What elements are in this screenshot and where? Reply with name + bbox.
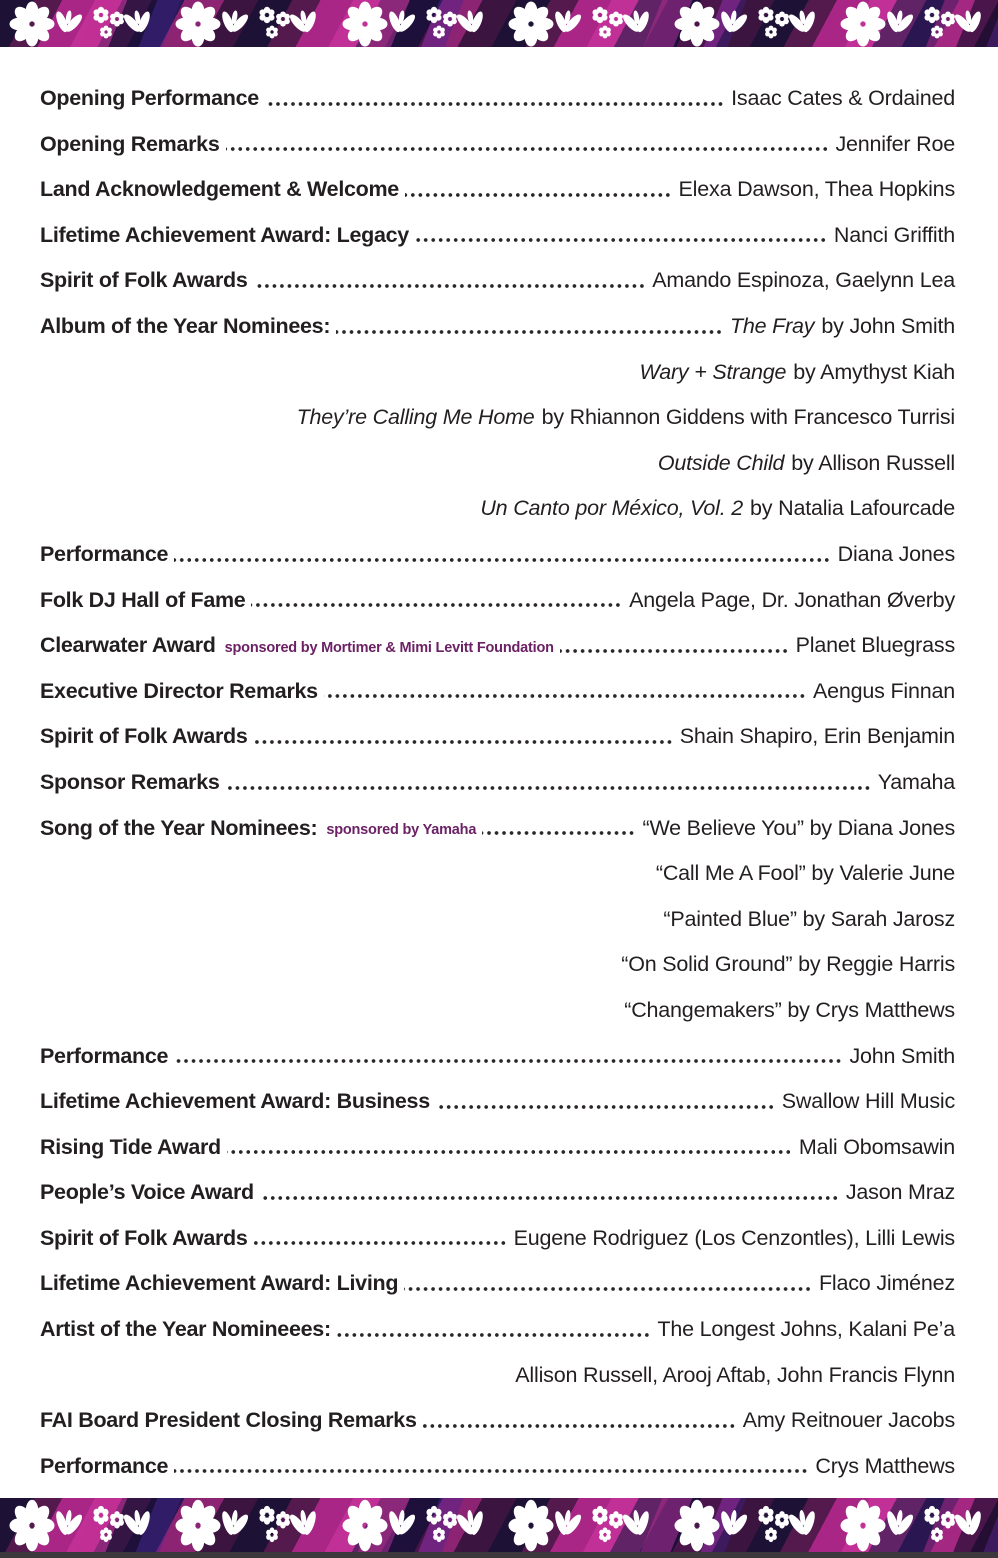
recipient bbox=[640, 361, 956, 384]
program-row bbox=[40, 930, 955, 976]
dotted-leader bbox=[226, 147, 829, 151]
recipient bbox=[642, 817, 955, 840]
recipient-name: Crys Matthews bbox=[815, 1453, 955, 1478]
recipient-name: Allison Russell, Arooj Aftab, John Francis Flynn bbox=[515, 1362, 955, 1387]
recipient-name: by Rhiannon Giddens with Francesco Turrisi bbox=[541, 405, 955, 430]
program-row bbox=[40, 976, 955, 1022]
event-label: Executive Director Remarks bbox=[40, 678, 318, 703]
program-row bbox=[40, 246, 955, 292]
recipient-name: Shain Shapiro, Erin Benjamin bbox=[679, 724, 955, 749]
event-label: Opening Remarks bbox=[40, 131, 220, 156]
program-row bbox=[40, 839, 955, 885]
program-list bbox=[0, 47, 998, 1498]
dotted-leader bbox=[174, 1469, 808, 1473]
program-row bbox=[40, 201, 955, 247]
recipient bbox=[658, 452, 955, 475]
sponsor-credit: sponsored by Yamaha bbox=[326, 821, 477, 838]
recipient-name: “Painted Blue” by Sarah Jarosz bbox=[663, 906, 955, 931]
recipient-name: Aengus Finnan bbox=[812, 678, 955, 703]
program-row bbox=[40, 566, 955, 612]
dotted-leader bbox=[174, 1059, 842, 1063]
dotted-leader bbox=[482, 831, 635, 835]
recipient-name: Amando Espinoza, Gaelynn Lea bbox=[652, 268, 955, 293]
work-title-italic: Un Canto por México, Vol. 2 bbox=[480, 496, 744, 521]
recipient-name: “Call Me A Fool” by Valerie June bbox=[655, 861, 955, 886]
recipient bbox=[679, 178, 955, 201]
dotted-leader bbox=[337, 1333, 651, 1337]
dotted-leader bbox=[254, 1241, 507, 1245]
dotted-leader bbox=[254, 740, 673, 744]
event-label: Performance bbox=[40, 541, 169, 566]
program-row bbox=[40, 1067, 955, 1113]
dotted-leader bbox=[436, 1105, 775, 1109]
program-row bbox=[40, 338, 955, 384]
event-label: Rising Tide Award bbox=[40, 1134, 221, 1159]
event-label: Land Acknowledgement & Welcome bbox=[40, 177, 399, 202]
recipient bbox=[878, 771, 955, 794]
dotted-leader bbox=[227, 1150, 792, 1154]
bottom-edge-strip bbox=[0, 1552, 998, 1558]
program-row bbox=[40, 520, 955, 566]
event-label: Performance bbox=[40, 1043, 169, 1068]
program-row bbox=[40, 1432, 955, 1478]
event-label: Performance bbox=[40, 1453, 169, 1478]
recipient-name: “Changemakers” by Crys Matthews bbox=[624, 997, 955, 1022]
recipient bbox=[834, 224, 955, 247]
recipient bbox=[730, 315, 955, 338]
recipient-name: Yamaha bbox=[877, 769, 955, 794]
program-row bbox=[40, 611, 955, 657]
program-row bbox=[40, 794, 955, 840]
work-title-italic: Outside Child bbox=[657, 450, 785, 475]
recipient bbox=[480, 497, 955, 520]
recipient bbox=[838, 543, 955, 566]
recipient-name: by Allison Russell bbox=[791, 450, 955, 475]
recipient bbox=[799, 1136, 955, 1159]
recipient bbox=[782, 1090, 955, 1113]
sponsor-credit: sponsored by Mortimer & Mimi Levitt Foundation bbox=[224, 639, 554, 656]
event-label: Clearwater Award bbox=[40, 633, 216, 658]
recipient-name: Jason Mraz bbox=[845, 1180, 955, 1205]
recipient bbox=[624, 999, 955, 1022]
recipient bbox=[621, 953, 955, 976]
work-title-italic: The Fray bbox=[729, 314, 815, 338]
program-row bbox=[40, 429, 955, 475]
recipient bbox=[657, 1318, 955, 1341]
dotted-leader bbox=[336, 330, 723, 334]
recipient bbox=[846, 1181, 955, 1204]
recipient bbox=[514, 1227, 955, 1250]
recipient bbox=[743, 1409, 955, 1432]
dotted-leader bbox=[405, 193, 672, 197]
recipient bbox=[515, 1364, 955, 1387]
recipient-name: Eugene Rodriguez (Los Cenzontles), Lilli Lewis bbox=[513, 1225, 955, 1250]
dotted-leader bbox=[324, 694, 806, 698]
event-label: Lifetime Achievement Award: Business bbox=[40, 1089, 430, 1114]
program-row bbox=[40, 748, 955, 794]
event-label: People’s Voice Award bbox=[40, 1180, 254, 1205]
recipient-name: Planet Bluegrass bbox=[795, 633, 955, 658]
dotted-leader bbox=[251, 603, 622, 607]
program-row bbox=[40, 110, 955, 156]
recipient-name: Mali Obomsawin bbox=[798, 1134, 955, 1159]
program-row bbox=[40, 885, 955, 931]
dotted-leader bbox=[260, 1196, 839, 1200]
top-floral-ornament bbox=[0, 0, 998, 47]
recipient-name: John Smith bbox=[849, 1043, 955, 1068]
recipient-name: by Natalia Lafourcade bbox=[750, 496, 955, 521]
program-row bbox=[40, 1249, 955, 1295]
dotted-leader bbox=[423, 1424, 736, 1428]
recipient-name: Flaco Jiménez bbox=[818, 1271, 955, 1296]
event-label: Artist of the Year Nomineees: bbox=[40, 1317, 331, 1342]
recipient bbox=[819, 1272, 955, 1295]
program-row bbox=[40, 1295, 955, 1341]
event-label: Spirit of Folk Awards bbox=[40, 724, 248, 749]
recipient-name: by Amythyst Kiah bbox=[793, 359, 955, 384]
recipient-name: Isaac Cates & Ordained bbox=[731, 86, 955, 111]
event-label: Sponsor Remarks bbox=[40, 769, 220, 794]
event-label: Album of the Year Nominees: bbox=[40, 314, 331, 338]
recipient bbox=[656, 862, 955, 885]
recipient bbox=[652, 269, 955, 292]
recipient-name: Amy Reitnouer Jacobs bbox=[742, 1408, 955, 1433]
program-row bbox=[40, 1341, 955, 1387]
dotted-leader bbox=[560, 649, 789, 653]
dotted-leader bbox=[254, 284, 646, 288]
recipient-name: Jennifer Roe bbox=[835, 131, 955, 156]
work-title-italic: Wary + Strange bbox=[639, 359, 787, 384]
program-row bbox=[40, 383, 955, 429]
dotted-leader bbox=[174, 558, 831, 562]
event-label: FAI Board President Closing Remarks bbox=[40, 1408, 417, 1433]
recipient bbox=[680, 725, 955, 748]
recipient-name: Elexa Dawson, Thea Hopkins bbox=[678, 177, 955, 202]
dotted-leader bbox=[415, 238, 827, 242]
event-label: Lifetime Achievement Award: Legacy bbox=[40, 222, 409, 247]
recipient bbox=[731, 87, 955, 110]
recipient-name: Nanci Griffith bbox=[833, 222, 955, 247]
bottom-floral-border bbox=[0, 1498, 998, 1552]
recipient-name: Diana Jones bbox=[837, 541, 955, 566]
program-row bbox=[40, 657, 955, 703]
recipient-name: “On Solid Ground” by Reggie Harris bbox=[621, 952, 955, 977]
recipient-name: Angela Page, Dr. Jonathan Øverby bbox=[629, 587, 955, 612]
recipient bbox=[813, 680, 955, 703]
recipient bbox=[796, 634, 955, 657]
program-row bbox=[40, 1113, 955, 1159]
recipient-name: The Longest Johns, Kalani Pe’a bbox=[657, 1317, 955, 1342]
work-title-italic: They’re Calling Me Home bbox=[296, 405, 535, 430]
dotted-leader bbox=[265, 102, 724, 106]
program-row bbox=[40, 702, 955, 748]
recipient-name: by John Smith bbox=[821, 314, 955, 338]
program-row bbox=[40, 1386, 955, 1432]
recipient bbox=[849, 1045, 955, 1068]
program-row bbox=[40, 292, 955, 338]
event-label: Lifetime Achievement Award: Living bbox=[40, 1271, 399, 1296]
recipient bbox=[629, 589, 955, 612]
recipient bbox=[815, 1455, 955, 1478]
program-row bbox=[40, 155, 955, 201]
dotted-leader bbox=[404, 1287, 812, 1291]
event-label: Song of the Year Nominees: bbox=[40, 815, 318, 840]
bottom-floral-ornament bbox=[0, 1498, 998, 1552]
program-row bbox=[40, 474, 955, 520]
program-row bbox=[40, 1204, 955, 1250]
dotted-leader bbox=[226, 786, 871, 790]
top-floral-border bbox=[0, 0, 998, 47]
event-label: Opening Performance bbox=[40, 86, 259, 111]
recipient-name: Swallow Hill Music bbox=[781, 1089, 955, 1114]
recipient bbox=[835, 133, 955, 156]
recipient bbox=[663, 908, 955, 931]
program-row bbox=[40, 1158, 955, 1204]
program-row bbox=[40, 1021, 955, 1067]
event-label: Folk DJ Hall of Fame bbox=[40, 587, 246, 612]
program-row bbox=[40, 64, 955, 110]
event-label: Spirit of Folk Awards bbox=[40, 268, 248, 293]
event-label: Spirit of Folk Awards bbox=[40, 1225, 248, 1250]
recipient-name: “We Believe You” by Diana Jones bbox=[642, 815, 955, 840]
recipient bbox=[297, 406, 955, 429]
